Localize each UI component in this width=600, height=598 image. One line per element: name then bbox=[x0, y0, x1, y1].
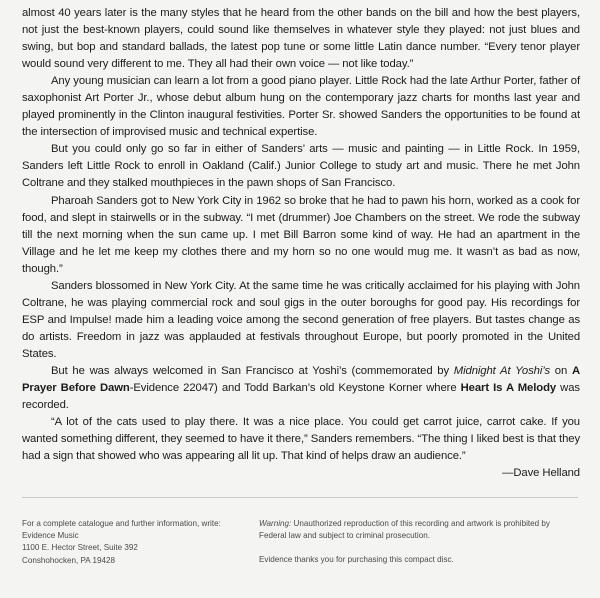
paragraph-yoshis bbox=[22, 363, 580, 414]
text-run: on bbox=[550, 364, 572, 377]
album-title-bold: Heart Is A Melody bbox=[460, 382, 557, 395]
thanks-note: Evidence thanks you for purchasing this compact disc. bbox=[259, 555, 454, 565]
album-title-bold: A Prayer Before Dawn bbox=[22, 364, 580, 395]
liner-notes-body bbox=[22, 5, 580, 482]
catalogue-note: For a complete catalogue and further information, write: bbox=[22, 519, 221, 528]
paragraph: But you could only go so far in either of Sanders’ arts — music and painting — in Little Rock. In 1959, Sanders left Little Rock to enroll in Oakland (Calif.) Junior College to study art and music. There he met John Coltrane and they stalked mouthpieces in the pawn shops of San Francisco. bbox=[22, 143, 580, 190]
warning-body: Unauthorized reproduction of this recording and artwork is prohibited by Federal law and subject to criminal prosecution. bbox=[259, 519, 550, 541]
company-name: Evidence Music bbox=[22, 531, 79, 541]
paragraph: Sanders blossomed in New York City. At the same time he was critically acclaimed for his playing with John Coltrane, he was playing commercial rock and soul gigs in the outer boroughs for good pay. His recordings for ESP and Impulse! made him a leading voice among the second generation of free players. But tastes change as do artists. Freedom in jazz was applauded at festivals throughout Europe, but poorly promoted in the United States. bbox=[22, 279, 580, 360]
address-street: 1100 E. Hector Street, Suite 392 bbox=[22, 543, 138, 553]
footer-divider bbox=[22, 497, 578, 498]
footer-contact bbox=[22, 518, 252, 567]
album-title-italic: Midnight At Yoshi’s bbox=[453, 364, 550, 377]
paragraph: Pharoah Sanders got to New York City in 1962 so broke that he had to pawn his horn, worked as a cook for food, and slept in stairwells or in the subway. “I met (drummer) Joe Chambers on the street. We rode the subway till the next morning when the sun came up. I met Bill Barron some kind of way. He had an apartment in the Village and he let me keep my clothes there and my horn so no one would mug me. It wasn’t as bad as now, though.” bbox=[22, 194, 580, 275]
text-run: But he was always welcomed in San Francisco at Yoshi’s (commemorated by bbox=[51, 364, 454, 377]
warning-text bbox=[259, 518, 579, 542]
text-run: was recorded. bbox=[22, 382, 580, 412]
warning-label: Warning: bbox=[259, 519, 292, 528]
text-run: -Evidence 22047) and Todd Barkan’s old Keystone Korner where bbox=[129, 382, 461, 395]
footer-legal bbox=[259, 518, 579, 567]
paragraph: Any young musician can learn a lot from a good piano player. Little Rock had the late Arthur Porter, father of saxophonist Art Porter Jr., whose debut album hung on the contemporary jazz charts for months last year and played prominently in the Clinton inaugural festivities. Porter Sr. showed Sanders the opportunities to be found at the intersection of improvised music and technical expertise. bbox=[22, 75, 580, 139]
address-city: Conshohocken, PA 19428 bbox=[22, 555, 115, 565]
paragraph: “A lot of the cats used to play there. It was a nice place. You could get carrot juice, carrot cake. If you wanted something different, they seemed to have it there,” Sanders remembers. “The thing I liked best is that they had a sign that showed who was appearing all lit up. That kind of helps draw an audience.” bbox=[22, 416, 580, 463]
paragraph: almost 40 years later is the many styles that he heard from the other bands on the bill and how the best players, not just the best-known players, could sound like themselves in whatever style they played: not just blues and swing, but bop and standard ballads, the latest pop tune or some little Latin dance number. “Every tenor player would sound very different to me. They all had their own voice — not like today.” bbox=[22, 7, 580, 71]
author-signature: —Dave Helland bbox=[502, 467, 580, 480]
